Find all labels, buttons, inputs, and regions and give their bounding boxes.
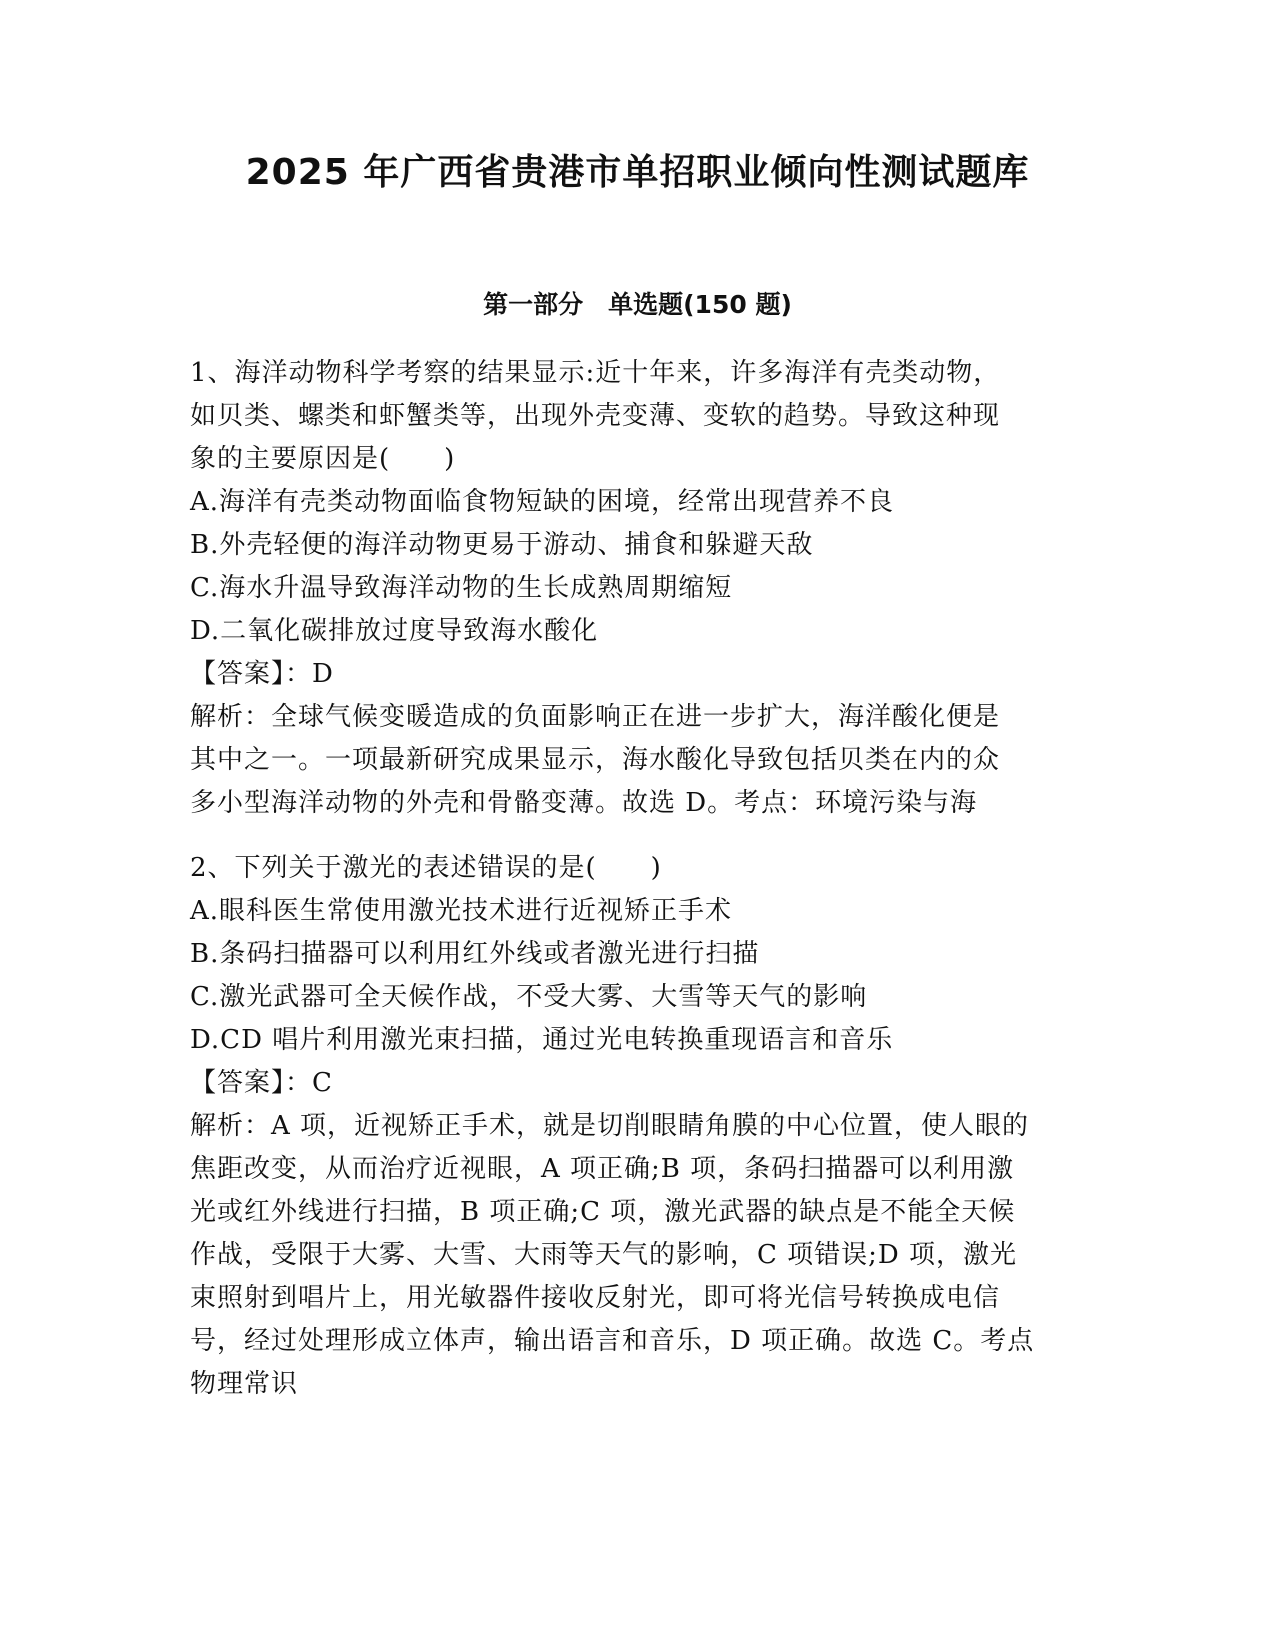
question-stem-line: 1、海洋动物科学考察的结果显示:近十年来，许多海洋有壳类动物， (190, 358, 1001, 388)
analysis-line: 物理常识 (190, 1369, 299, 1399)
option-c: C.海水升温导致海洋动物的生长成熟周期缩短 (190, 573, 733, 603)
analysis-line: 解析：A 项，近视矫正手术，就是切削眼睛角膜的中心位置，使人眼的 (190, 1111, 1030, 1141)
answer-line: 【答案】：C (190, 1068, 333, 1098)
question-2 (190, 847, 1090, 1406)
analysis-line: 光或红外线进行扫描，B 项正确;C 项，激光武器的缺点是不能全天候 (190, 1197, 1016, 1227)
analysis-line: 多小型海洋动物的外壳和骨骼变薄。故选 D。考点：环境污染与海 (190, 788, 978, 818)
question-stem-line: 如贝类、螺类和虾蟹类等，出现外壳变薄、变软的趋势。导致这种现 (190, 401, 1001, 431)
option-a: A.海洋有壳类动物面临食物短缺的困境，经常出现营养不良 (190, 487, 895, 517)
question-stem-line: 象的主要原因是( ) (190, 444, 456, 474)
document-title: 2025 年广西省贵港市单招职业倾向性测试题库 (245, 152, 1030, 193)
option-b: B.条码扫描器可以利用红外线或者激光进行扫描 (190, 939, 760, 969)
question-1 (190, 352, 1090, 825)
answer-line: 【答案】：D (190, 659, 334, 689)
option-d: D.CD 唱片利用激光束扫描，通过光电转换重现语言和音乐 (190, 1025, 894, 1055)
question-list (190, 352, 1090, 1406)
section-title: 第一部分 单选题(150 题) (483, 290, 792, 319)
analysis-line: 解析：全球气候变暖造成的负面影响正在进一步扩大，海洋酸化便是 (190, 702, 1001, 732)
question-stem-line: 2、下列关于激光的表述错误的是( ) (190, 853, 662, 883)
option-c: C.激光武器可全天候作战，不受大雾、大雪等天气的影响 (190, 982, 868, 1012)
analysis-line: 束照射到唱片上，用光敏器件接收反射光，即可将光信号转换成电信 (190, 1283, 1001, 1313)
analysis-line: 号，经过处理形成立体声，输出语言和音乐，D 项正确。故选 C。考点 (190, 1326, 1035, 1356)
analysis-line: 作战，受限于大雾、大雪、大雨等天气的影响，C 项错误;D 项，激光 (190, 1240, 1018, 1270)
analysis-line: 焦距改变，从而治疗近视眼，A 项正确;B 项，条码扫描器可以利用激 (190, 1154, 1015, 1184)
analysis-line: 其中之一。一项最新研究成果显示，海水酸化导致包括贝类在内的众 (190, 745, 1001, 775)
option-d: D.二氧化碳排放过度导致海水酸化 (190, 616, 599, 646)
option-a: A.眼科医生常使用激光技术进行近视矫正手术 (190, 896, 733, 926)
option-b: B.外壳轻便的海洋动物更易于游动、捕食和躲避天敌 (190, 530, 814, 560)
